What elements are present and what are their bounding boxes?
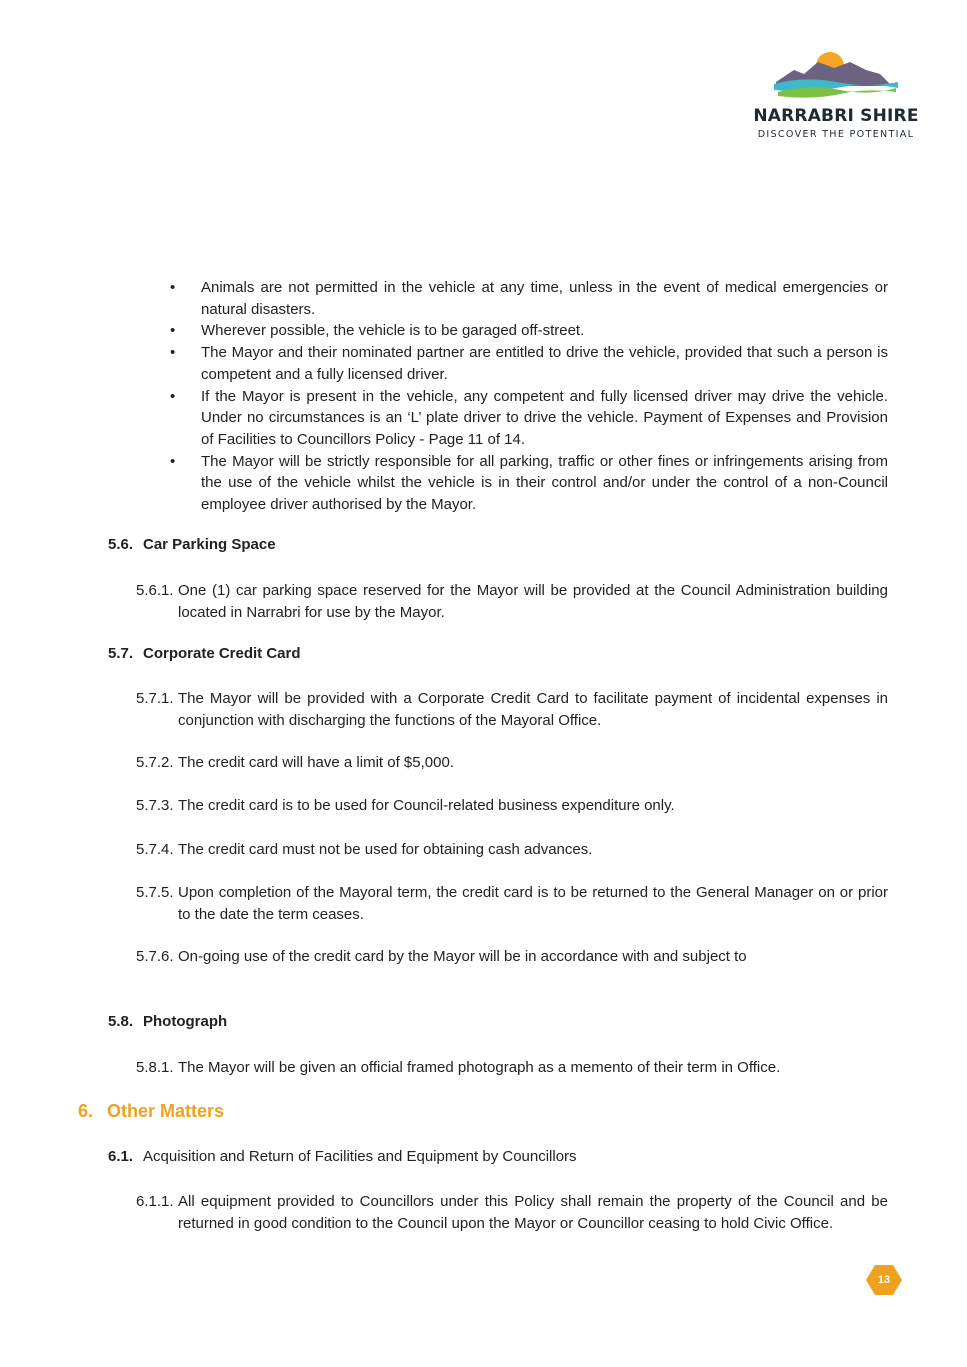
list-item: • Animals are not permitted in the vehicle at any time, unless in the event of medical emergencies or natural disasters. xyxy=(170,279,888,318)
clause-5-7-1: 5.7.1. The Mayor will be provided with a Corporate Credit Card to facilitate payment of incidental expenses in conjunction with discharging the functions of the Mayoral Office. xyxy=(136,690,888,729)
list-item: • Wherever possible, the vehicle is to be garaged off-street. xyxy=(170,320,888,342)
bullet-icon: • xyxy=(170,387,176,405)
logo-name: NARRABRI SHIRE xyxy=(753,106,919,126)
section-heading-5-8: 5.8. Photograph xyxy=(108,1013,228,1030)
list-item: • The Mayor and their nominated partner are entitled to drive the vehicle, provided that such a person is competent and a fully licensed driver. xyxy=(170,344,888,383)
section-heading-5-6: 5.6. Car Parking Space xyxy=(108,536,276,553)
page-number: 13 xyxy=(877,1274,891,1286)
clause-5-7-5: 5.7.5. Upon completion of the Mayoral term, the credit card is to be returned to the General Manager on or prior to the date the term ceases. xyxy=(136,884,888,923)
clause-5-8-1: 5.8.1. The Mayor will be given an official framed photograph as a memento of their term in Office. xyxy=(136,1059,781,1076)
narrabri-shire-logo xyxy=(752,48,922,148)
section-heading-6-1: 6.1. Acquisition and Return of Facilities and Equipment by Councillors xyxy=(108,1148,577,1165)
vehicle-rules-list xyxy=(170,277,888,516)
clause-6-1-1: 6.1.1. All equipment provided to Councillors under this Policy shall remain the property of the Council and be returned in good condition to the Council upon the Mayor or Councillor ceasing to hold Civic Office. xyxy=(136,1193,888,1232)
section-heading-6: 6. Other Matters xyxy=(78,1101,225,1121)
page-number-badge xyxy=(866,1265,902,1295)
clause-5-7-2: 5.7.2. The credit card will have a limit of $5,000. xyxy=(136,754,454,771)
hills-sun-logo-icon xyxy=(774,48,898,106)
section-heading-5-7: 5.7. Corporate Credit Card xyxy=(108,645,301,662)
list-item: • The Mayor will be strictly responsible for all parking, traffic or other fines or infringements arising from the use of the vehicle whilst the vehicle is in their control and/or under the control of a non-Council employee driver authorised by the Mayor. xyxy=(170,452,888,514)
clause-5-6-1: 5.6.1. One (1) car parking space reserved for the Mayor will be provided at the Council Administration building located in Narrabri for use by the Mayor. xyxy=(136,582,888,621)
bullet-icon: • xyxy=(170,279,176,296)
bullet-icon: • xyxy=(170,452,176,470)
clause-5-7-4: 5.7.4. The credit card must not be used for obtaining cash advances. xyxy=(136,841,593,858)
logo-tagline: DISCOVER THE POTENTIAL xyxy=(757,129,915,140)
bullet-icon: • xyxy=(170,322,176,340)
bullet-icon: • xyxy=(170,344,176,362)
list-item: • If the Mayor is present in the vehicle, any competent and fully licensed driver may drive the vehicle. Under no circumstances is an ‘L’ plate driver to drive the vehicle. Payment of Expenses and Provision of Facilities to Councillors Policy - Page 11 of 14. xyxy=(170,387,888,448)
clause-5-7-6: 5.7.6. On-going use of the credit card by the Mayor will be in accordance with and subject to xyxy=(136,948,747,965)
clause-5-7-3: 5.7.3. The credit card is to be used for Council-related business expenditure only. xyxy=(136,797,675,814)
